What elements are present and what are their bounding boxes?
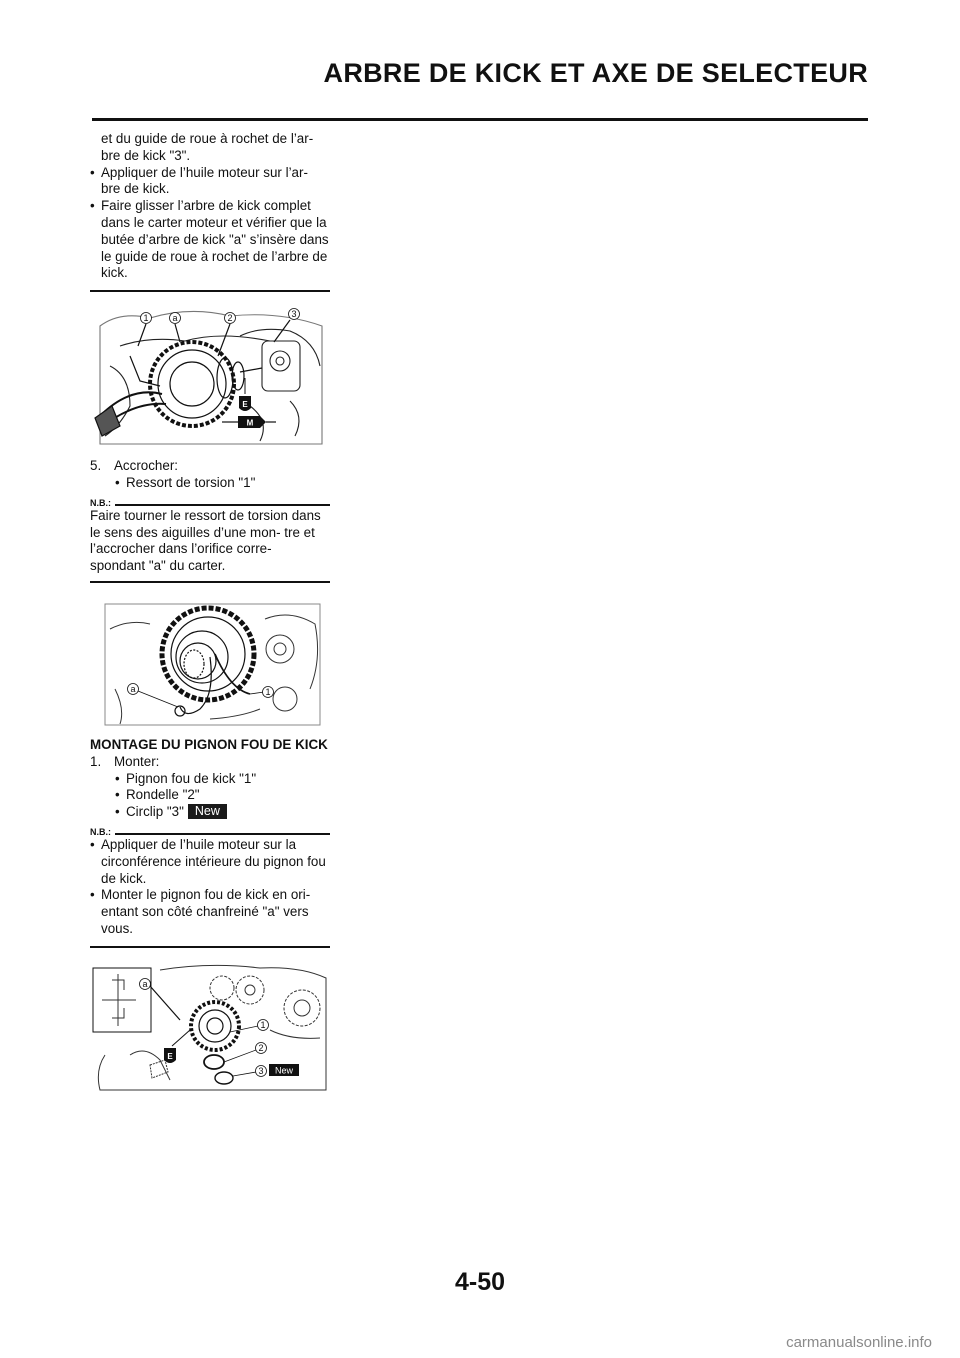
section-heading: MONTAGE DU PIGNON FOU DE KICK [90, 736, 328, 752]
fig1-label-2: 2 [227, 313, 233, 324]
figure-torsion-spring [90, 599, 330, 727]
step-5-number: 5. [90, 458, 102, 474]
fig1-label-1: 1 [143, 313, 149, 324]
step-1 [90, 754, 330, 771]
watermark: carmanualsonline.info [786, 1334, 932, 1351]
step-1-label: Monter: [114, 753, 160, 769]
molybdenum-grease-icon [222, 416, 276, 428]
new-part-badge: New [188, 804, 227, 819]
nb2-bullet-2: • Monter le pignon fou de kick en ori- entant son côté chanfreiné "a" vers vous. [90, 887, 330, 937]
step-1-item-2: • Rondelle "2" [90, 787, 330, 804]
nb-end-rule-1 [90, 581, 330, 583]
engine-oil-letter: E [242, 400, 248, 410]
nb-end-rule-2 [90, 946, 330, 948]
step-5-item-1: • Ressort de torsion "1" [90, 475, 330, 492]
fig3-label-1: 1 [260, 1019, 266, 1030]
nb-label-1: N.B.: [90, 497, 111, 508]
nb-rule-1 [115, 504, 330, 506]
section-rule [90, 290, 330, 292]
intro-line-2: bre de kick "3". [101, 147, 191, 163]
fig1-label-a: a [172, 313, 178, 324]
nb-rule-2 [115, 833, 330, 835]
step-1-number: 1. [90, 753, 102, 769]
fig2-label-a: a [130, 683, 136, 694]
step-1-item-1: • Pignon fou de kick "1" [90, 771, 330, 788]
fig3-new-badge: New [274, 1065, 294, 1076]
nb2-bullet-1: • Appliquer de l’huile moteur sur la circonférence intérieure du pignon fou de kick. [90, 837, 330, 887]
fig2-label-1: 1 [265, 686, 271, 697]
fig3-label-a: a [142, 978, 148, 989]
fig3-engine-oil-letter: E [167, 1051, 173, 1061]
nb-header-1 [90, 498, 330, 508]
page-title: ARBRE DE KICK ET AXE DE SELECTEUR [323, 58, 868, 88]
nb-header-2 [90, 827, 330, 837]
content-column [90, 131, 330, 1092]
intro-line-1: et du guide de roue à rochet de l’ar- [101, 131, 314, 146]
step-1-item-3-text: Circlip "3" [126, 804, 184, 820]
nb-label-2: N.B.: [90, 826, 111, 837]
intro-bullet-2: • Faire glisser l’arbre de kick complet dans le carter moteur et vérifier que la butée d’arbre de kick "a" s’insère dans le guide de roue à rochet de l’arbre de kick. [90, 198, 330, 282]
fig3-label-2: 2 [258, 1042, 264, 1053]
grease-letter: M [246, 418, 254, 428]
fig3-label-3: 3 [258, 1065, 264, 1076]
step-5 [90, 458, 330, 475]
engine-oil-icon [239, 378, 251, 411]
title-rule [92, 118, 868, 121]
page-number: 4-50 [454, 1268, 506, 1296]
intro-bullet-1: • Appliquer de l’huile moteur sur l’ar- bre de kick. [90, 165, 330, 199]
step-1-item-3 [90, 804, 330, 821]
figure-kick-shaft [90, 306, 330, 446]
figure-idle-gear [90, 960, 330, 1092]
engine-oil-icon [164, 1030, 190, 1063]
step-5-label: Accrocher: [114, 458, 178, 474]
new-part-icon [269, 1064, 299, 1076]
nb-text-1: Faire tourner le ressort de torsion dans le sens des aiguilles d’une mon- tre et l’accrocher dans l’orifice corre- spondant "a" du carter. [90, 507, 321, 574]
fig1-label-3: 3 [291, 309, 297, 320]
